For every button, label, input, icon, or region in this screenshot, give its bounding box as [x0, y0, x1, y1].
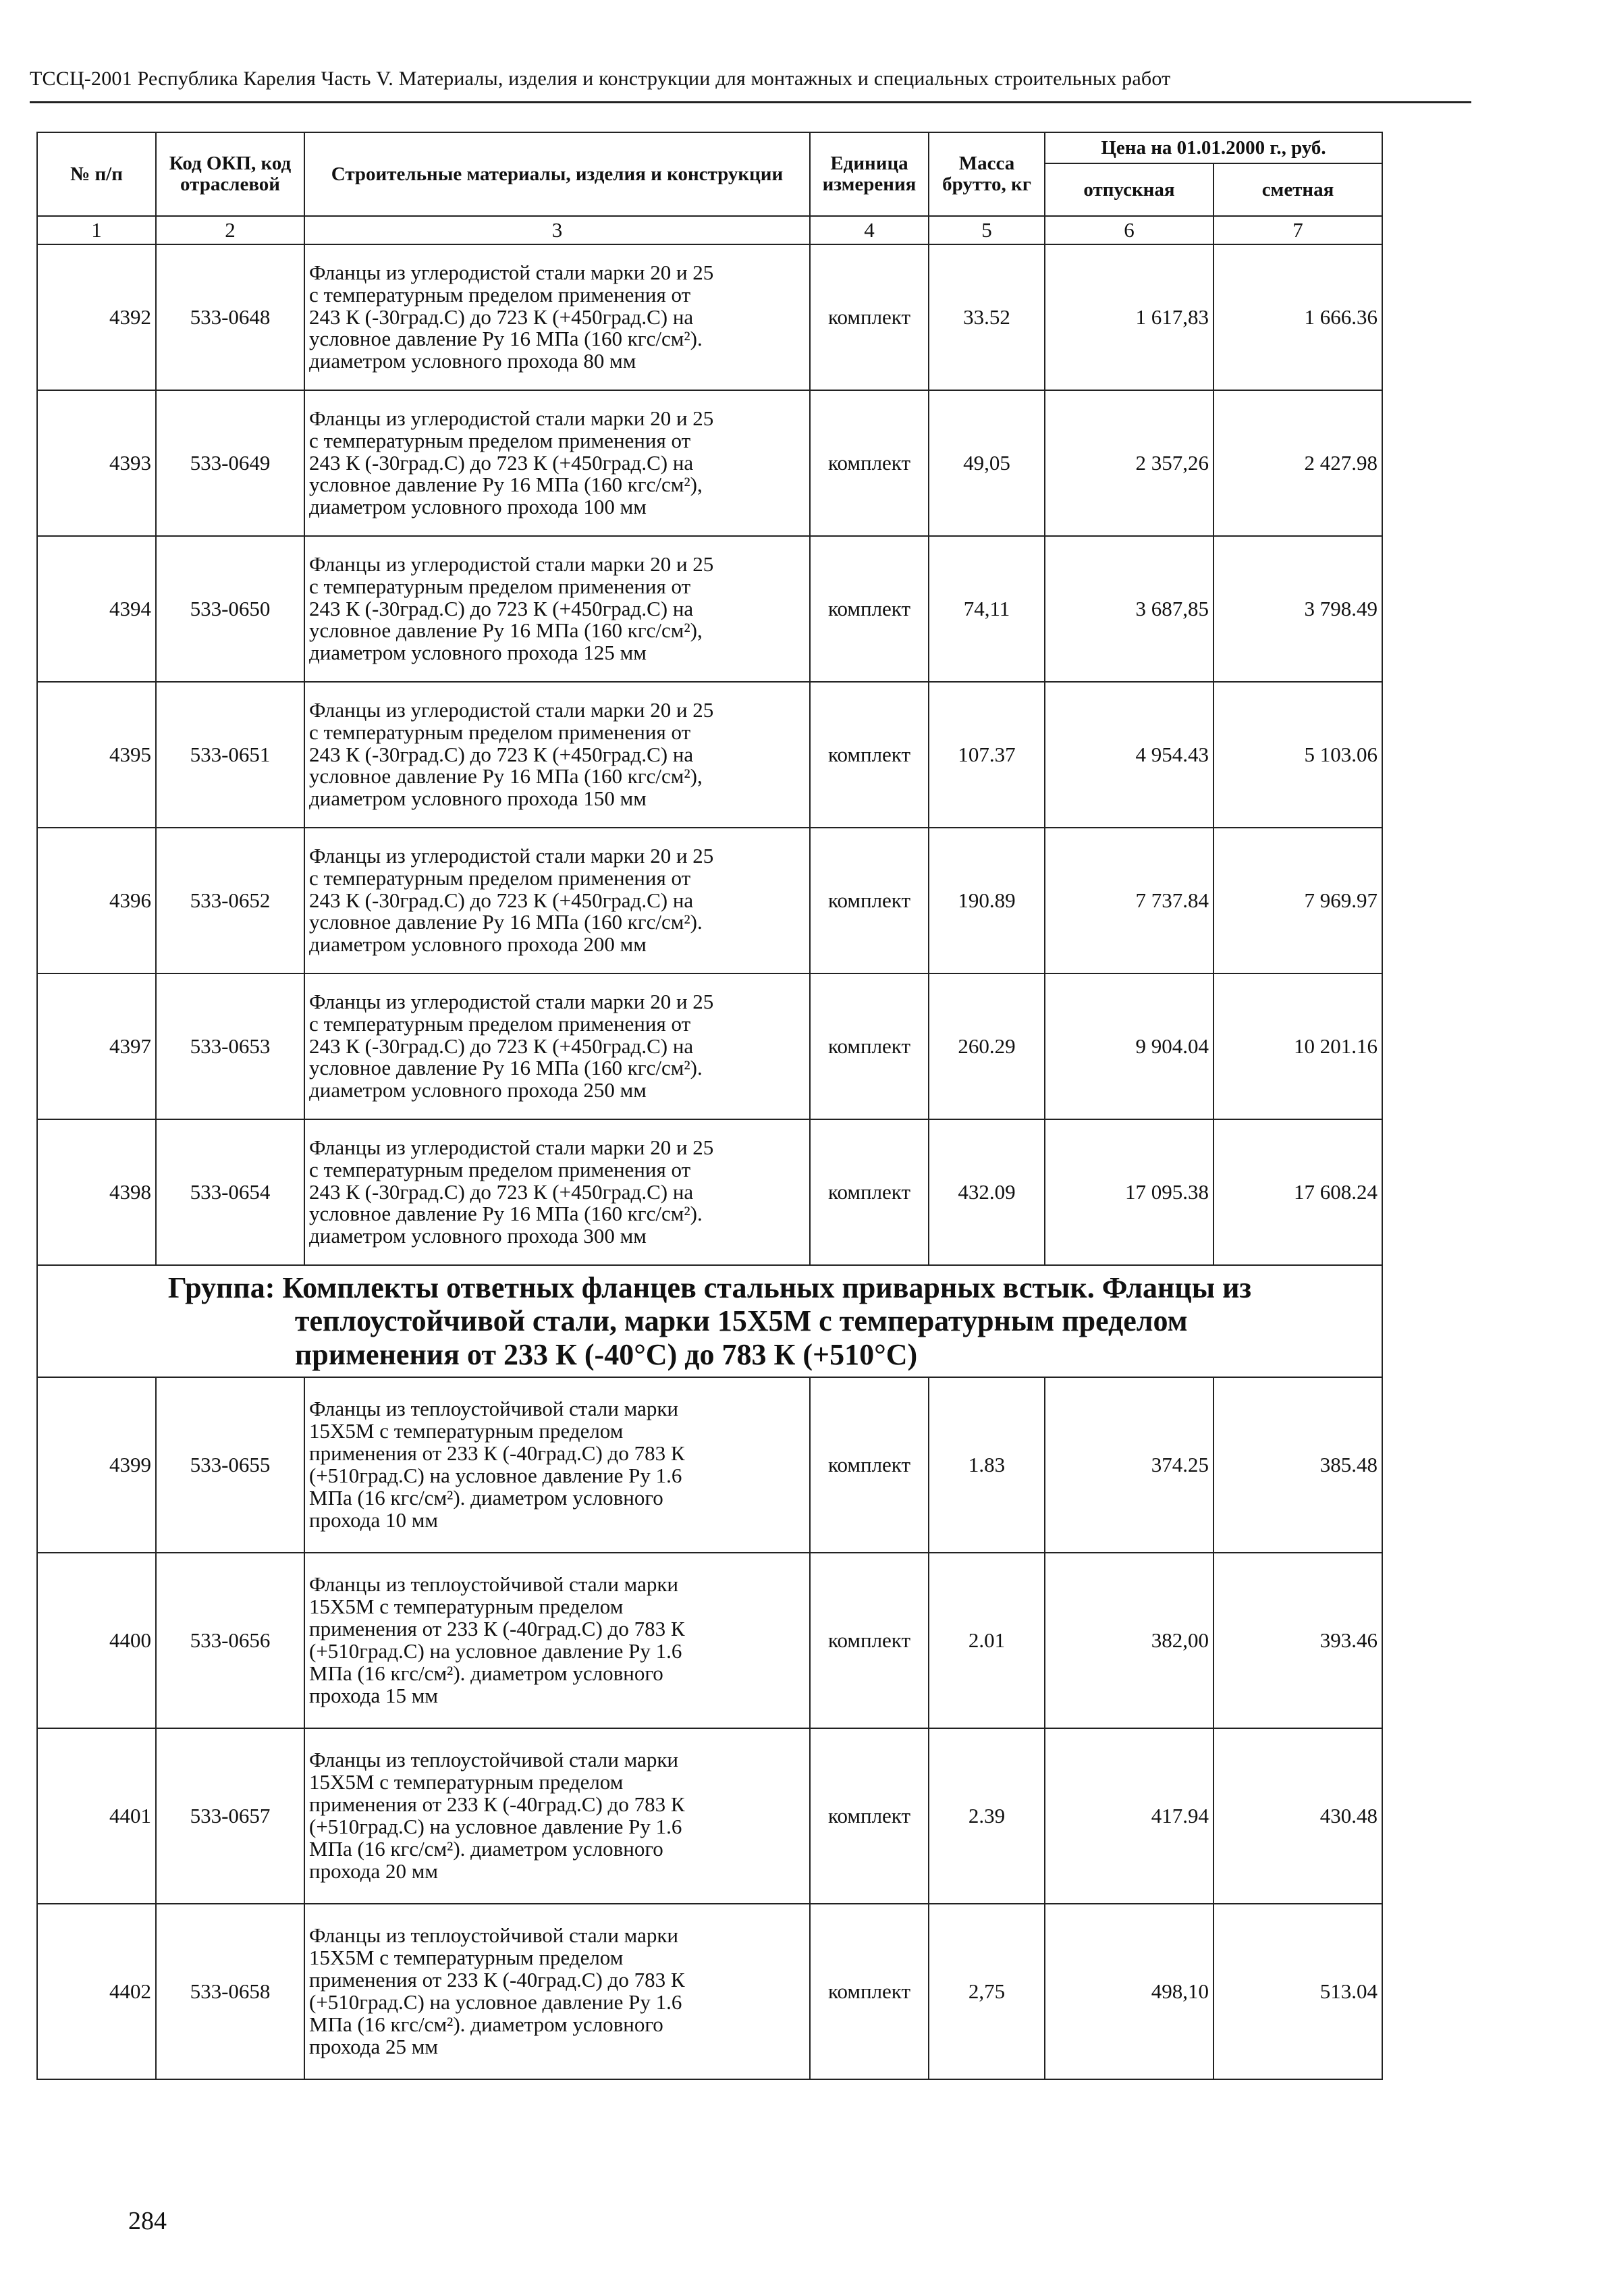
description-text: Фланцы из углеродистой стали марки 20 и 25 с температурным пределом применения от 243 К (-30град.С) до 723 К (+450град.С) на условное давление Ру 16 МПа (160 кгс/см²). диаметром условного прохода 300 мм	[309, 1135, 714, 1248]
header-price-group: Цена на 01.01.2000 г., руб.	[1045, 132, 1382, 163]
table-row	[37, 1553, 1382, 1728]
row-description	[304, 682, 810, 828]
description-text: Фланцы из углеродистой стали марки 20 и 25 с температурным пределом применения от 243 К (-30град.С) до 723 К (+450град.С) на условное давление Ру 16 МПа (160 кгс/см²). диаметром условного прохода 250 мм	[309, 989, 714, 1102]
row-description	[304, 244, 810, 390]
table-row	[37, 828, 1382, 973]
row-number: 4398	[37, 1119, 156, 1265]
description-text: Фланцы из углеродистой стали марки 20 и 25 с температурным пределом применения от 243 К (-30град.С) до 723 К (+450град.С) на условное давление Ру 16 МПа (160 кгс/см²), диаметром условного прохода 100 мм	[309, 406, 714, 519]
header-price-release: отпускная	[1045, 163, 1213, 216]
column-number: 1	[37, 216, 156, 244]
row-number: 4395	[37, 682, 156, 828]
row-mass: 260.29	[929, 973, 1045, 1119]
description-text: Фланцы из углеродистой стали марки 20 и 25 с температурным пределом применения от 243 К (-30град.С) до 723 К (+450град.С) на условное давление Ру 16 МПа (160 кгс/см²), диаметром условного прохода 150 мм	[309, 697, 714, 811]
table-row	[37, 1119, 1382, 1265]
table-row	[37, 973, 1382, 1119]
row-description	[304, 1553, 810, 1728]
row-price-release: 382,00	[1045, 1553, 1213, 1728]
row-price-release: 9 904.04	[1045, 973, 1213, 1119]
row-description	[304, 973, 810, 1119]
row-price-estimate: 3 798.49	[1213, 536, 1382, 682]
row-mass: 33.52	[929, 244, 1045, 390]
row-code: 533-0652	[156, 828, 304, 973]
row-mass: 432.09	[929, 1119, 1045, 1265]
row-price-estimate: 513.04	[1213, 1904, 1382, 2079]
description-text: Фланцы из углеродистой стали марки 20 и 25 с температурным пределом применения от 243 К (-30град.С) до 723 К (+450град.С) на условное давление Ру 16 МПа (160 кгс/см²). диаметром условного прохода 200 мм	[309, 843, 714, 957]
row-code: 533-0649	[156, 390, 304, 536]
row-number: 4402	[37, 1904, 156, 2079]
header-unit: Единица измерения	[810, 132, 929, 216]
row-mass: 74,11	[929, 536, 1045, 682]
table-row	[37, 536, 1382, 682]
group-heading-text	[168, 1271, 1251, 1371]
row-description	[304, 536, 810, 682]
row-mass: 107.37	[929, 682, 1045, 828]
table-row	[37, 1377, 1382, 1553]
group-row	[37, 1265, 1382, 1377]
group-heading	[37, 1265, 1382, 1377]
table-row	[37, 1728, 1382, 1904]
row-code: 533-0651	[156, 682, 304, 828]
row-code: 533-0655	[156, 1377, 304, 1553]
row-unit: комплект	[810, 536, 929, 682]
table-row	[37, 244, 1382, 390]
row-mass: 2,75	[929, 1904, 1045, 2079]
group-title-line: Комплекты ответных фланцев стальных приварных встык. Фланцы из	[282, 1271, 1252, 1305]
description-text: Фланцы из теплоустойчивой стали марки 15Х5М с температурным пределом применения от 233 К (-40град.С) до 783 К (+510град.С) на условное давление Ру 1.6 МПа (16 кгс/см²). диаметром условного прохода 15 мм	[309, 1572, 685, 1707]
row-description	[304, 1377, 810, 1553]
row-price-release: 498,10	[1045, 1904, 1213, 2079]
row-mass: 1.83	[929, 1377, 1045, 1553]
row-unit: комплект	[810, 828, 929, 973]
column-number: 4	[810, 216, 929, 244]
row-unit: комплект	[810, 244, 929, 390]
description-text: Фланцы из углеродистой стали марки 20 и 25 с температурным пределом применения от 243 К (-30град.С) до 723 К (+450град.С) на условное давление Ру 16 МПа (160 кгс/см²). диаметром условного прохода 80 мм	[309, 260, 714, 373]
row-code: 533-0654	[156, 1119, 304, 1265]
column-number: 2	[156, 216, 304, 244]
row-unit: комплект	[810, 973, 929, 1119]
row-description	[304, 390, 810, 536]
row-number: 4399	[37, 1377, 156, 1553]
row-code: 533-0653	[156, 973, 304, 1119]
row-price-release: 1 617,83	[1045, 244, 1213, 390]
row-number: 4401	[37, 1728, 156, 1904]
header-name: Строительные материалы, изделия и конструкции	[304, 132, 810, 216]
group-title-line: применения от 233 К (-40°С) до 783 К (+510°С)	[294, 1337, 918, 1371]
table-row	[37, 682, 1382, 828]
row-price-release: 4 954.43	[1045, 682, 1213, 828]
header-price-estimate: сметная	[1213, 163, 1382, 216]
description-text: Фланцы из теплоустойчивой стали марки 15Х5М с температурным пределом применения от 233 К (-40град.С) до 783 К (+510град.С) на условное давление Ру 1.6 МПа (16 кгс/см²). диаметром условного прохода 10 мм	[309, 1397, 685, 1532]
header-code: Код ОКП, код отраслевой	[156, 132, 304, 216]
row-unit: комплект	[810, 1377, 929, 1553]
row-price-estimate: 17 608.24	[1213, 1119, 1382, 1265]
row-price-release: 417.94	[1045, 1728, 1213, 1904]
row-price-release: 17 095.38	[1045, 1119, 1213, 1265]
header-mass: Масса брутто, кг	[929, 132, 1045, 216]
row-number: 4392	[37, 244, 156, 390]
description-text: Фланцы из углеродистой стали марки 20 и 25 с температурным пределом применения от 243 К (-30град.С) до 723 К (+450град.С) на условное давление Ру 16 МПа (160 кгс/см²), диаметром условного прохода 125 мм	[309, 552, 714, 665]
group-prefix: Группа:	[167, 1271, 275, 1305]
row-number: 4394	[37, 536, 156, 682]
column-number: 3	[304, 216, 810, 244]
row-unit: комплект	[810, 1553, 929, 1728]
description-text: Фланцы из теплоустойчивой стали марки 15Х5М с температурным пределом применения от 233 К (-40град.С) до 783 К (+510град.С) на условное давление Ру 1.6 МПа (16 кгс/см²). диаметром условного прохода 20 мм	[309, 1748, 685, 1883]
row-description	[304, 828, 810, 973]
row-price-release: 2 357,26	[1045, 390, 1213, 536]
row-mass: 2.01	[929, 1553, 1045, 1728]
row-mass: 190.89	[929, 828, 1045, 973]
row-code: 533-0656	[156, 1553, 304, 1728]
row-code: 533-0650	[156, 536, 304, 682]
row-price-estimate: 430.48	[1213, 1728, 1382, 1904]
price-table	[36, 132, 1383, 2080]
page-header-title: ТССЦ-2001 Республика Карелия Часть V. Материалы, изделия и конструкции для монтажных и специальных строительных работ	[30, 68, 1171, 90]
column-number: 6	[1045, 216, 1213, 244]
table-row	[37, 1904, 1382, 2079]
row-number: 4396	[37, 828, 156, 973]
row-price-estimate: 7 969.97	[1213, 828, 1382, 973]
row-price-estimate: 385.48	[1213, 1377, 1382, 1553]
row-number: 4400	[37, 1553, 156, 1728]
row-number: 4393	[37, 390, 156, 536]
row-unit: комплект	[810, 1119, 929, 1265]
column-number: 5	[929, 216, 1045, 244]
row-description	[304, 1119, 810, 1265]
row-code: 533-0657	[156, 1728, 304, 1904]
row-unit: комплект	[810, 390, 929, 536]
page-number: 284	[128, 2207, 167, 2235]
column-number-row	[37, 216, 1382, 244]
row-code: 533-0658	[156, 1904, 304, 2079]
row-price-release: 3 687,85	[1045, 536, 1213, 682]
row-price-estimate: 10 201.16	[1213, 973, 1382, 1119]
row-price-estimate: 5 103.06	[1213, 682, 1382, 828]
column-number: 7	[1213, 216, 1382, 244]
description-text: Фланцы из теплоустойчивой стали марки 15Х5М с температурным пределом применения от 233 К (-40град.С) до 783 К (+510град.С) на условное давление Ру 1.6 МПа (16 кгс/см²). диаметром условного прохода 25 мм	[309, 1923, 685, 2058]
row-unit: комплект	[810, 1728, 929, 1904]
row-number: 4397	[37, 973, 156, 1119]
row-unit: комплект	[810, 682, 929, 828]
group-title-line: теплоустойчивой стали, марки 15Х5М с температурным пределом	[294, 1304, 1188, 1338]
row-description	[304, 1904, 810, 2079]
row-price-release: 7 737.84	[1045, 828, 1213, 973]
header-num: № п/п	[37, 132, 156, 216]
row-unit: комплект	[810, 1904, 929, 2079]
row-price-estimate: 2 427.98	[1213, 390, 1382, 536]
row-price-estimate: 1 666.36	[1213, 244, 1382, 390]
row-mass: 49,05	[929, 390, 1045, 536]
table-row	[37, 390, 1382, 536]
row-price-estimate: 393.46	[1213, 1553, 1382, 1728]
row-price-release: 374.25	[1045, 1377, 1213, 1553]
row-code: 533-0648	[156, 244, 304, 390]
row-description	[304, 1728, 810, 1904]
row-mass: 2.39	[929, 1728, 1045, 1904]
header-rule	[30, 101, 1471, 103]
